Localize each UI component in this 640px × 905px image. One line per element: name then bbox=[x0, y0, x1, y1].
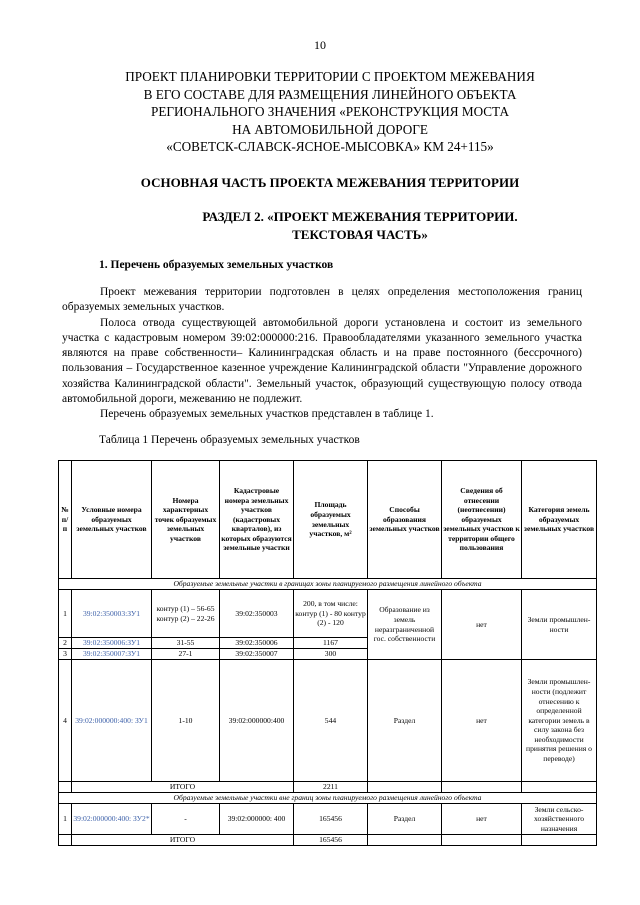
total-value: 165456 bbox=[294, 835, 368, 846]
paragraph: Полоса отвода существующей автомобильной дороги установлена и состоит из земельного участка с кадастровым номером 39:02:000000:216. Правообладателями указанного земельного участка являются на праве собственности– Калининградская область и на праве постоянного (бессрочного) пользования – Государственное казенное учреждение Калининградской области "Управление дорожного хозяйства Калининградской области". Земельный участок, образующий существующую полосу отвода автомобильной дороги, межеванию не подлежит. bbox=[62, 316, 582, 406]
cadastral-cell: 39:02:000000:400 bbox=[220, 660, 294, 782]
row-number: 1 bbox=[59, 804, 72, 835]
method-cell: Раздел bbox=[368, 660, 442, 782]
title-line: РЕГИОНАЛЬНОГО ЗНАЧЕНИЯ «РЕКОНСТРУКЦИЯ МОСТА bbox=[151, 104, 509, 119]
title-line: В ЕГО СОСТАВЕ ДЛЯ РАЗМЕЩЕНИЯ ЛИНЕЙНОГО ОБЪЕКТА bbox=[143, 86, 517, 102]
area-cell: 1167 bbox=[294, 638, 368, 649]
points-cell: контур (1) – 56-65 контур (2) – 22-26 bbox=[152, 590, 220, 638]
total-row bbox=[59, 782, 597, 793]
cadastral-cell: 39:02:000000: 400 bbox=[220, 804, 294, 835]
total-row bbox=[59, 835, 597, 846]
header-cell: Кадастровые номера земельных участков (кадастровых кварталов), из которых образуются земельные участки bbox=[220, 461, 294, 579]
table-row bbox=[59, 804, 597, 835]
header-cell: Номера характерных точек образуемых земельных участков bbox=[152, 461, 220, 579]
header-cell: № п/п bbox=[59, 461, 72, 579]
method-cell: Раздел bbox=[368, 804, 442, 835]
table-header-row bbox=[59, 461, 597, 579]
points-cell: - bbox=[152, 804, 220, 835]
header-cell: Способы образования земельных участков bbox=[368, 461, 442, 579]
area-cell: 200, в том числе: контур (1) - 80 контур (2) - 120 bbox=[294, 590, 368, 638]
public-cell: нет bbox=[442, 590, 522, 660]
cadastral-cell: 39:02:350007 bbox=[220, 649, 294, 660]
header-cell: Сведения об отнесении (неотнесении) образуемых земельных участков к территории общего пользования bbox=[442, 461, 522, 579]
category-cell: Земли промышлен-ности (подлежит отнесению к определенной категории земель в силу закона без необходимости принятия решения о переводе) bbox=[522, 660, 597, 782]
subheading: 1. Перечень образуемых земельных участков bbox=[99, 259, 334, 271]
points-cell: 31-55 bbox=[152, 638, 220, 649]
title-line: ПРОЕКТ ПЛАНИРОВКИ ТЕРРИТОРИИ С ПРОЕКТОМ МЕЖЕВАНИЯ bbox=[125, 69, 535, 84]
table-row bbox=[59, 590, 597, 638]
row-number: 3 bbox=[59, 649, 72, 660]
plot-id-link[interactable]: 39:02:000000:400: ЗУ1 bbox=[72, 660, 152, 782]
total-label: ИТОГО bbox=[72, 782, 294, 793]
method-cell: Образование из земель неразграниченной гос. собственности bbox=[368, 590, 442, 660]
category-cell: Земли сельско-хозяйственного назначения bbox=[522, 804, 597, 835]
table-caption: Таблица 1 Перечень образуемых земельных участков bbox=[99, 434, 360, 446]
row-number: 2 bbox=[59, 638, 72, 649]
zone-row bbox=[59, 793, 597, 804]
total-value: 2211 bbox=[294, 782, 368, 793]
points-cell: 1-10 bbox=[152, 660, 220, 782]
paragraph: Перечень образуемых земельных участков представлен в таблице 1. bbox=[100, 408, 434, 421]
header-cell: Площадь образуемых земельных участков, м² bbox=[294, 461, 368, 579]
header-cell: Категория земель образуемых земельных участков bbox=[522, 461, 597, 579]
plot-id-link[interactable]: 39:02:350003:ЗУ1 bbox=[72, 590, 152, 638]
row-number: 4 bbox=[59, 660, 72, 782]
section-heading-line: РАЗДЕЛ 2. «ПРОЕКТ МЕЖЕВАНИЯ ТЕРРИТОРИИ. bbox=[202, 209, 518, 224]
paragraph: Проект межевания территории подготовлен в целях определения местоположения границ образуемых земельных участков. bbox=[62, 286, 582, 314]
cadastral-cell: 39:02:350006 bbox=[220, 638, 294, 649]
main-heading: ОСНОВНАЯ ЧАСТЬ ПРОЕКТА МЕЖЕВАНИЯ ТЕРРИТОРИИ bbox=[140, 175, 520, 190]
row-number: 1 bbox=[59, 590, 72, 638]
plot-id-link[interactable]: 39:02:350006:ЗУ1 bbox=[72, 638, 152, 649]
zone-label: Образуемые земельные участки вне границ зоны планируемого размещения линейного объекта bbox=[59, 793, 597, 804]
zone-label: Образуемые земельные участки в границах зоны планируемого размещения линейного объекта bbox=[59, 579, 597, 590]
plot-id-link[interactable]: 39:02:350007:ЗУ1 bbox=[72, 649, 152, 660]
plot-id-link[interactable]: 39:02:000000:400: ЗУ2* bbox=[72, 804, 152, 835]
points-cell: 27-1 bbox=[152, 649, 220, 660]
zone-row bbox=[59, 579, 597, 590]
section-heading-line: ТЕКСТОВАЯ ЧАСТЬ» bbox=[292, 227, 428, 242]
table-row bbox=[59, 660, 597, 782]
section-heading bbox=[170, 208, 550, 244]
category-cell: Земли промышлен-ности bbox=[522, 590, 597, 660]
title-line: «СОВЕТСК-СЛАВСК-ЯСНОЕ-МЫСОВКА» КМ 24+115» bbox=[166, 139, 494, 154]
area-cell: 544 bbox=[294, 660, 368, 782]
area-cell: 300 bbox=[294, 649, 368, 660]
body-text bbox=[62, 285, 582, 423]
page-number: 10 bbox=[314, 38, 326, 52]
title-line: НА АВТОМОБИЛЬНОЙ ДОРОГЕ bbox=[232, 121, 428, 137]
area-cell: 165456 bbox=[294, 804, 368, 835]
land-plots-table bbox=[58, 460, 597, 846]
header-cell: Условные номера образуемых земельных участков bbox=[72, 461, 152, 579]
total-label: ИТОГО bbox=[72, 835, 294, 846]
document-title bbox=[60, 68, 600, 156]
public-cell: нет bbox=[442, 660, 522, 782]
public-cell: нет bbox=[442, 804, 522, 835]
cadastral-cell: 39:02:350003 bbox=[220, 590, 294, 638]
